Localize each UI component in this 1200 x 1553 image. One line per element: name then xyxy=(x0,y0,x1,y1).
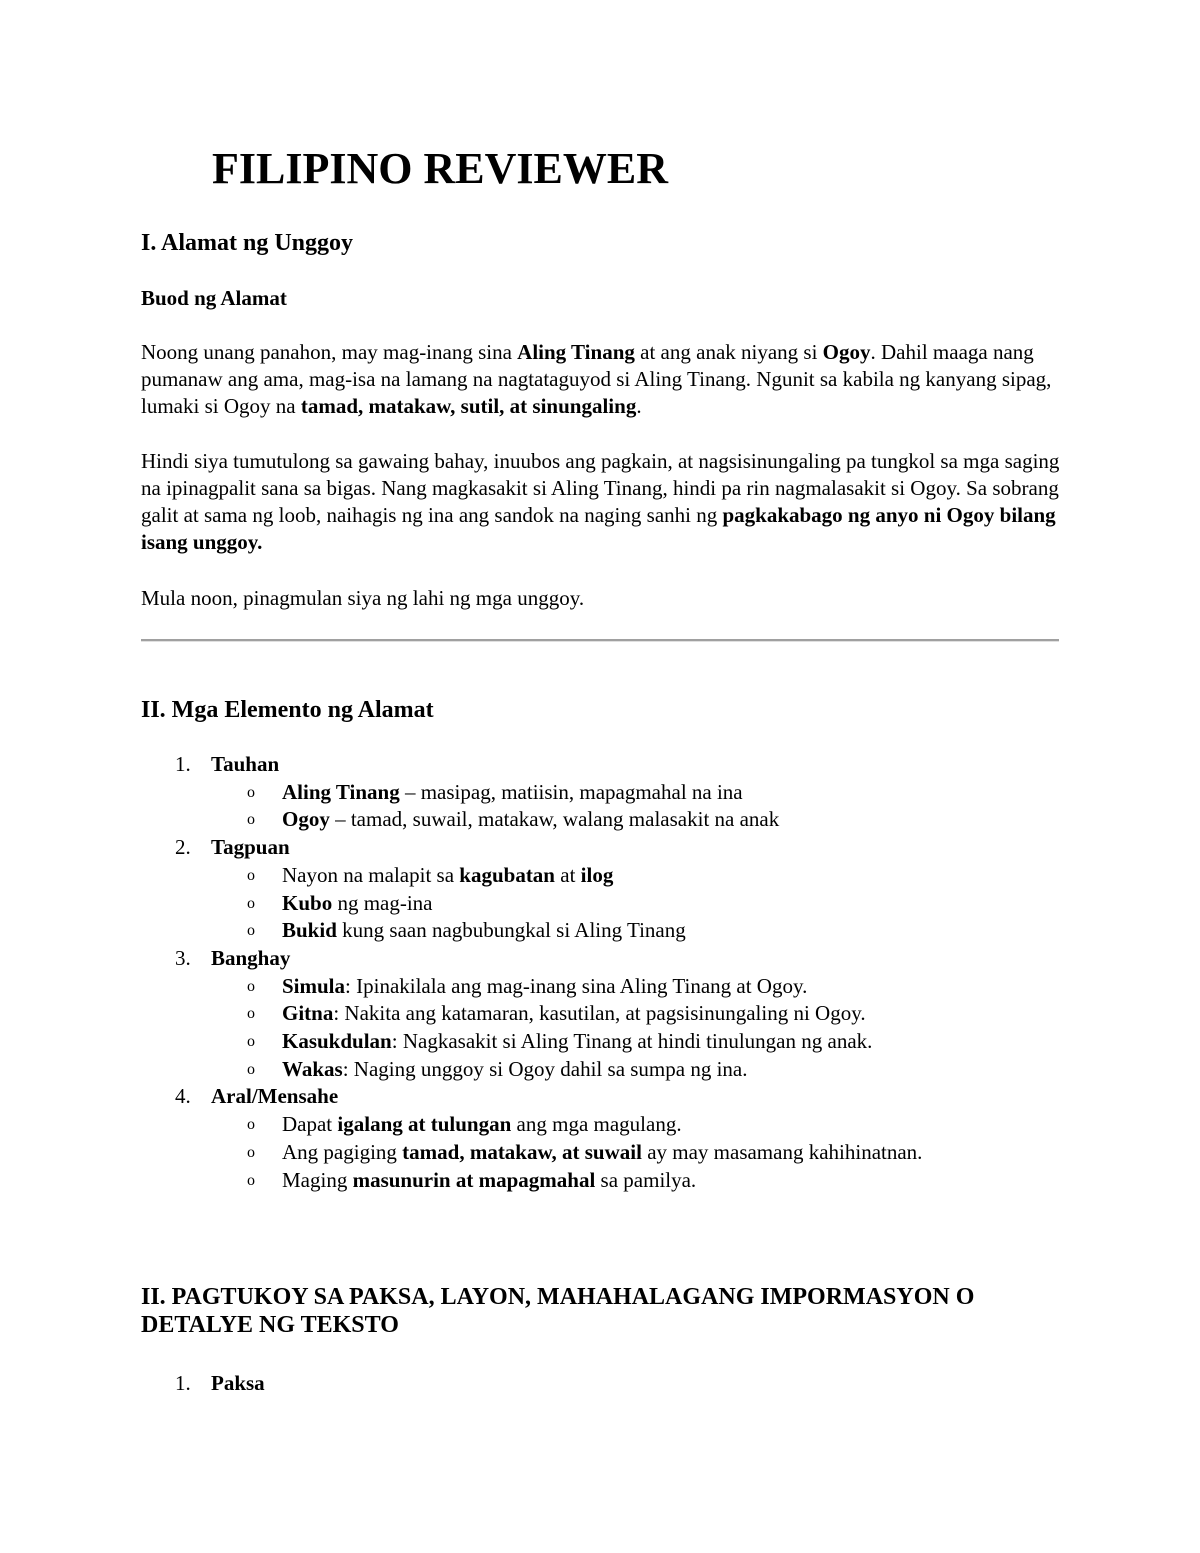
pagtukoy-list xyxy=(141,1370,1071,1398)
paragraph-summary-3: Mula noon, pinagmulan siya ng lahi ng mga unggoy. xyxy=(141,586,585,610)
text-run: . Dahil maaga nang pumanaw ang ama, mag-isa na lamang na nagtataguyod si Aling Tinang. Ngunit sa kabila ng kanyang sipag, lumaki si Ogoy na xyxy=(141,340,1052,418)
bold-run: Kasukdulan xyxy=(282,1029,392,1054)
text-run: Maging xyxy=(282,1167,353,1192)
bold-run: kagubatan xyxy=(459,862,555,887)
list-item xyxy=(141,1370,1071,1398)
text-run: : Nakita ang katamaran, kasutilan, at pagsisinungaling ni Ogoy. xyxy=(333,1001,866,1026)
bold-run: Bukid xyxy=(282,918,337,943)
list-number: 1. xyxy=(175,752,191,776)
bold-run: Simula xyxy=(282,973,346,998)
sub-list-item xyxy=(141,890,1071,918)
list-label: Tauhan xyxy=(211,752,280,776)
text-run: : Naging unggoy si Ogoy dahil sa sumpa ng ina. xyxy=(342,1056,748,1081)
list-label: Paksa xyxy=(211,1371,265,1395)
bullet-icon: o xyxy=(247,977,255,995)
elements-list xyxy=(141,751,1071,1194)
sub-list-item xyxy=(141,1028,1071,1056)
list-label: Tagpuan xyxy=(211,835,290,860)
text-run: ay may masamang kahihinatnan. xyxy=(641,1139,923,1164)
text-run: at xyxy=(555,862,581,887)
bold-run: Aling Tinang xyxy=(282,779,400,804)
bullet-icon: o xyxy=(247,1060,255,1078)
text-run: Noong unang panahon, may mag-inang sina xyxy=(141,340,518,364)
text-run: ang mga magulang. xyxy=(511,1112,682,1137)
sub-list-item xyxy=(141,806,1071,834)
document-title: FILIPINO REVIEWER xyxy=(212,144,668,193)
text-run: ng mag-ina xyxy=(332,890,433,915)
bold-run: Wakas xyxy=(282,1056,343,1081)
text-run: – tamad, suwail, matakaw, walang malasakit na anak xyxy=(329,807,780,832)
bold-run: tamad, matakaw, sutil, at sinungaling xyxy=(300,394,637,418)
bold-run: Ogoy xyxy=(282,807,330,832)
bullet-icon: o xyxy=(247,1116,255,1134)
section-heading-alamat: I. Alamat ng Unggoy xyxy=(141,230,354,256)
list-item xyxy=(141,945,1071,1084)
sub-list-item xyxy=(141,917,1071,945)
sub-list-item xyxy=(141,1139,1071,1167)
text-run: Nayon na malapit sa xyxy=(282,862,460,887)
bullet-icon: o xyxy=(247,811,255,829)
list-item xyxy=(141,834,1071,945)
bold-run: Kubo xyxy=(282,890,333,915)
text-run: Ang pagiging xyxy=(282,1139,403,1164)
list-number: 2. xyxy=(175,835,191,860)
text-run: : Nagkasakit si Aling Tinang at hindi tinulungan ng anak. xyxy=(391,1029,873,1054)
bold-run: masunurin at mapagmahal xyxy=(352,1167,596,1192)
bold-run: tamad, matakaw, at suwail xyxy=(402,1139,642,1164)
text-run: Dapat xyxy=(282,1112,338,1137)
list-label: Aral/Mensahe xyxy=(211,1084,339,1109)
bold-run: Ogoy xyxy=(822,340,871,364)
section-heading-elemento: II. Mga Elemento ng Alamat xyxy=(141,697,434,723)
sub-list-item xyxy=(141,779,1071,807)
bullet-icon: o xyxy=(247,1033,255,1051)
bold-run: Aling Tinang xyxy=(517,340,635,364)
list-label: Banghay xyxy=(211,945,291,970)
sub-list-item xyxy=(141,1167,1071,1195)
bold-run: pagkakabago ng anyo ni Ogoy bilang isang unggoy. xyxy=(141,503,1056,554)
horizontal-divider xyxy=(141,639,1059,642)
bullet-icon: o xyxy=(247,922,255,940)
list-item xyxy=(141,751,1071,834)
list-number: 4. xyxy=(175,1084,191,1109)
sub-list-item xyxy=(141,1111,1071,1139)
text-run: – masipag, matiisin, mapagmahal na ina xyxy=(399,779,743,804)
text-run: sa pamilya. xyxy=(595,1167,697,1192)
bullet-icon: o xyxy=(247,1143,255,1161)
paragraph-summary-2 xyxy=(141,448,1071,556)
text-run: at ang anak niyang si xyxy=(634,340,823,364)
bullet-icon: o xyxy=(247,1171,255,1189)
text-run: . xyxy=(636,394,642,418)
bullet-icon: o xyxy=(247,783,255,801)
sub-list xyxy=(141,1111,1071,1194)
sub-list-item xyxy=(141,1000,1071,1028)
sub-list xyxy=(141,862,1071,945)
bullet-icon: o xyxy=(247,894,255,912)
sub-list xyxy=(141,973,1071,1084)
sub-list-item xyxy=(141,973,1071,1001)
sub-list-item xyxy=(141,862,1071,890)
bold-run: igalang at tulungan xyxy=(337,1112,512,1137)
list-number: 3. xyxy=(175,945,191,970)
list-number: 1. xyxy=(175,1371,191,1395)
bullet-icon: o xyxy=(247,866,255,884)
bold-run: Gitna xyxy=(282,1001,334,1026)
text-run: Hindi siya tumutulong sa gawaing bahay, inuubos ang pagkain, at nagsisinungaling pa tungkol sa mga saging na ipinagpalit sana sa bigas. Nang magkasakit si Aling Tinang, hindi pa rin nagmalasakit si Ogoy. Sa sobrang galit at sama ng loob, naihagis ng ina ang sandok na naging sanhi ng xyxy=(141,449,1060,527)
text-run: : Ipinakilala ang mag-inang sina Aling Tinang at Ogoy. xyxy=(345,973,808,998)
paragraph-summary-1 xyxy=(141,339,1071,420)
subheading-buod: Buod ng Alamat xyxy=(141,286,287,310)
bold-run: ilog xyxy=(580,862,614,887)
bullet-icon: o xyxy=(247,1005,255,1023)
text-run: kung saan nagbubungkal si Aling Tinang xyxy=(336,918,686,943)
sub-list xyxy=(141,779,1071,834)
sub-list-item xyxy=(141,1056,1071,1084)
section-heading-pagtukoy: II. PAGTUKOY SA PAKSA, LAYON, MAHAHALAGANG IMPORMASYON O DETALYE NG TEKSTO xyxy=(141,1284,975,1338)
list-item xyxy=(141,1083,1071,1194)
